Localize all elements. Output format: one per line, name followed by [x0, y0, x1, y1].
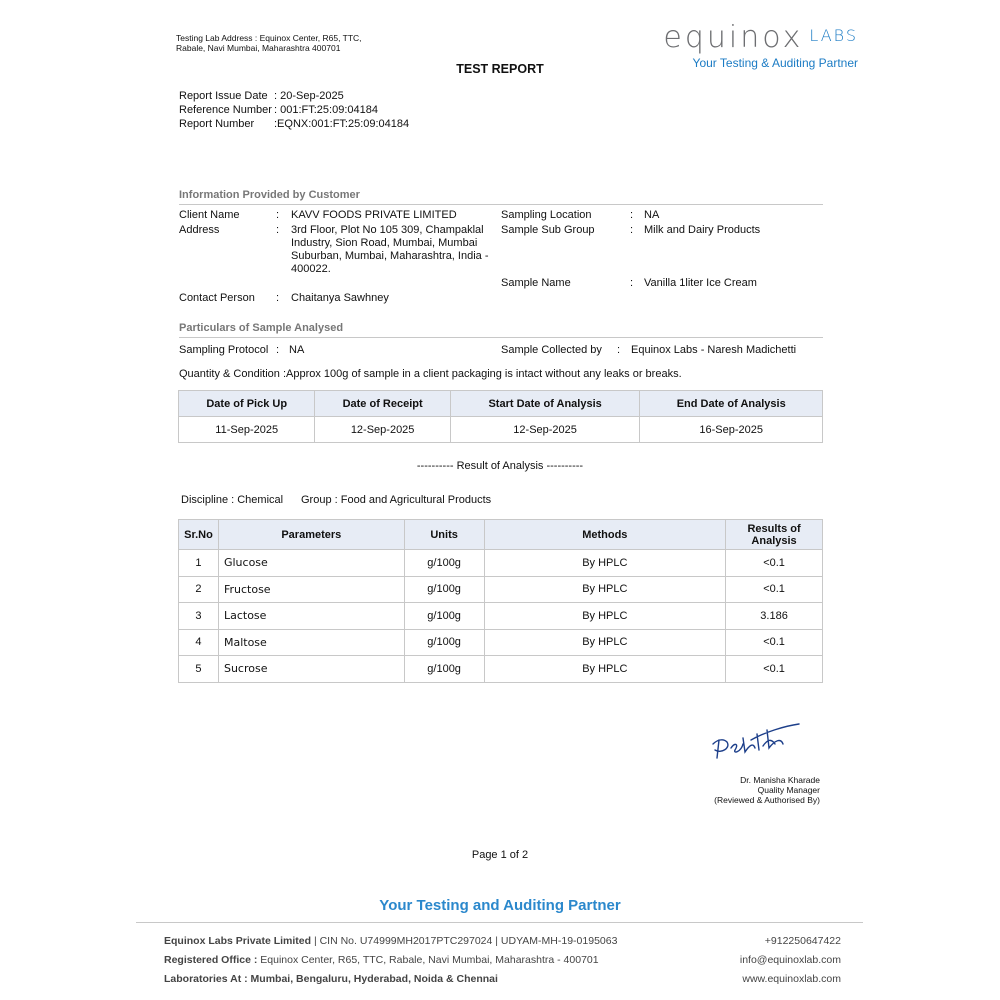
table-row [179, 550, 823, 577]
row-unit: g/100g [404, 629, 484, 656]
dates-table [178, 390, 823, 443]
reference-value: : 001:FT:25:09:04184 [274, 104, 378, 116]
footer-row-1 [164, 935, 841, 947]
dates-header: End Date of Analysis [640, 391, 823, 417]
page-title: TEST REPORT [456, 62, 544, 76]
contact-value: Chaitanya Sawhney [291, 292, 389, 304]
row-result: <0.1 [726, 550, 823, 577]
sample-name-value: Vanilla 1liter Ice Cream [644, 277, 757, 289]
logo-word: equinox [663, 20, 804, 55]
footer-company: Equinox Labs Private Limited [164, 935, 312, 947]
discipline: Discipline : Chemical [181, 494, 284, 506]
row-method: By HPLC [484, 576, 726, 603]
row-unit: g/100g [404, 550, 484, 577]
footer-reg: Equinox Center, R65, TTC, Rabale, Navi Mumbai, Maharashtra - 400701 [257, 954, 599, 966]
signature-image [705, 718, 805, 763]
row-parameter: Fructose [218, 576, 404, 603]
sub-group-value: Milk and Dairy Products [644, 224, 761, 236]
row-unit: g/100g [404, 656, 484, 683]
result-heading: ---------- Result of Analysis ---------- [416, 460, 584, 472]
footer-labs: Laboratories At : Mumbai, Bengaluru, Hyderabad, Noida & Chennai [164, 973, 498, 985]
footer-tagline: Your Testing and Auditing Partner [379, 897, 621, 914]
footer-divider [136, 922, 863, 923]
quantity-value: Approx 100g of sample in a client packaging is intact without any leaks or breaks. [286, 368, 682, 380]
results-header: Parameters [218, 520, 404, 550]
signer-role: Quality Manager [757, 785, 820, 795]
table-row [179, 576, 823, 603]
sample-name-label: Sample Name [501, 277, 571, 289]
lab-address: Testing Lab Address : Equinox Center, R65, TTC, Rabale, Navi Mumbai, Maharashtra 400701 [176, 33, 362, 53]
quantity-row: Quantity & Condition :Approx 100g of sample in a client packaging is intact without any leaks or breaks. [179, 368, 682, 380]
dates-header: Start Date of Analysis [450, 391, 640, 417]
signer-note: (Reviewed & Authorised By) [714, 795, 820, 805]
issue-date-label: Report Issue Date [179, 90, 268, 102]
footer-reg-label: Registered Office : [164, 954, 258, 966]
sub-group-label: Sample Sub Group [501, 224, 595, 236]
row-result: <0.1 [726, 656, 823, 683]
row-parameter: Maltose [218, 629, 404, 656]
quantity-label: Quantity & Condition [179, 368, 280, 380]
report-number-value: :EQNX:001:FT:25:09:04184 [274, 118, 410, 130]
signer-block [714, 775, 820, 805]
row-method: By HPLC [484, 550, 726, 577]
client-name-value: KAVV FOODS PRIVATE LIMITED [291, 209, 457, 221]
footer-email: info@equinoxlab.com [739, 954, 841, 966]
row-srno: 3 [179, 603, 219, 630]
footer-row-2 [164, 954, 841, 966]
footer-cin: | CIN No. U74999MH2017PTC297024 | UDYAM-MH-19-0195063 [311, 935, 618, 947]
date-pickup: 11-Sep-2025 [179, 417, 315, 443]
logo-labs: LABS [809, 26, 858, 45]
collected-value: Equinox Labs - Naresh Madichetti [631, 344, 797, 356]
date-end: 16-Sep-2025 [640, 417, 823, 443]
sampling-location-value: NA [644, 209, 660, 221]
row-parameter: Glucose [218, 550, 404, 577]
results-header: Units [404, 520, 484, 550]
results-header: Results of Analysis [726, 520, 823, 550]
report-meta [179, 89, 409, 131]
row-result: <0.1 [726, 576, 823, 603]
customer-heading: Information Provided by Customer [179, 189, 823, 205]
row-srno: 5 [179, 656, 219, 683]
contact-label: Contact Person [179, 292, 255, 304]
logo-tagline: Your Testing & Auditing Partner [692, 56, 858, 70]
dates-header: Date of Pick Up [179, 391, 315, 417]
row-srno: 1 [179, 550, 219, 577]
group: Group : Food and Agricultural Products [301, 494, 492, 506]
issue-date-value: : 20-Sep-2025 [274, 90, 344, 102]
row-parameter: Sucrose [218, 656, 404, 683]
row-srno: 4 [179, 629, 219, 656]
results-header: Sr.No [179, 520, 219, 550]
row-result: 3.186 [726, 603, 823, 630]
results-table [178, 519, 823, 683]
reference-label: Reference Number [179, 104, 272, 116]
address-label: Address [179, 224, 220, 236]
row-method: By HPLC [484, 656, 726, 683]
row-result: <0.1 [726, 629, 823, 656]
footer-phone: +912250647422 [764, 935, 841, 947]
report-number-label: Report Number [179, 118, 255, 130]
row-srno: 2 [179, 576, 219, 603]
footer-row-3 [164, 973, 841, 985]
table-row [179, 603, 823, 630]
signer-name: Dr. Manisha Kharade [740, 775, 820, 785]
date-receipt: 12-Sep-2025 [315, 417, 450, 443]
footer-web: www.equinoxlab.com [742, 973, 841, 985]
results-header: Methods [484, 520, 726, 550]
dates-header: Date of Receipt [315, 391, 450, 417]
date-start: 12-Sep-2025 [450, 417, 640, 443]
table-row [179, 629, 823, 656]
client-name-label: Client Name [179, 209, 240, 221]
row-parameter: Lactose [218, 603, 404, 630]
row-unit: g/100g [404, 603, 484, 630]
row-method: By HPLC [484, 629, 726, 656]
particulars-heading: Particulars of Sample Analysed [179, 322, 823, 338]
protocol-value: NA [289, 344, 305, 356]
protocol-label: Sampling Protocol [179, 344, 269, 356]
row-method: By HPLC [484, 603, 726, 630]
row-unit: g/100g [404, 576, 484, 603]
address-value: 3rd Floor, Plot No 105 309, Champaklal Industry, Sion Road, Mumbai, Mumbai Suburban, Mumbai, Maharashtra, India - 400022. [291, 224, 489, 275]
sampling-location-label: Sampling Location [501, 209, 592, 221]
collected-label: Sample Collected by [501, 344, 602, 356]
table-row [179, 656, 823, 683]
page-number: Page 1 of 2 [471, 849, 529, 861]
